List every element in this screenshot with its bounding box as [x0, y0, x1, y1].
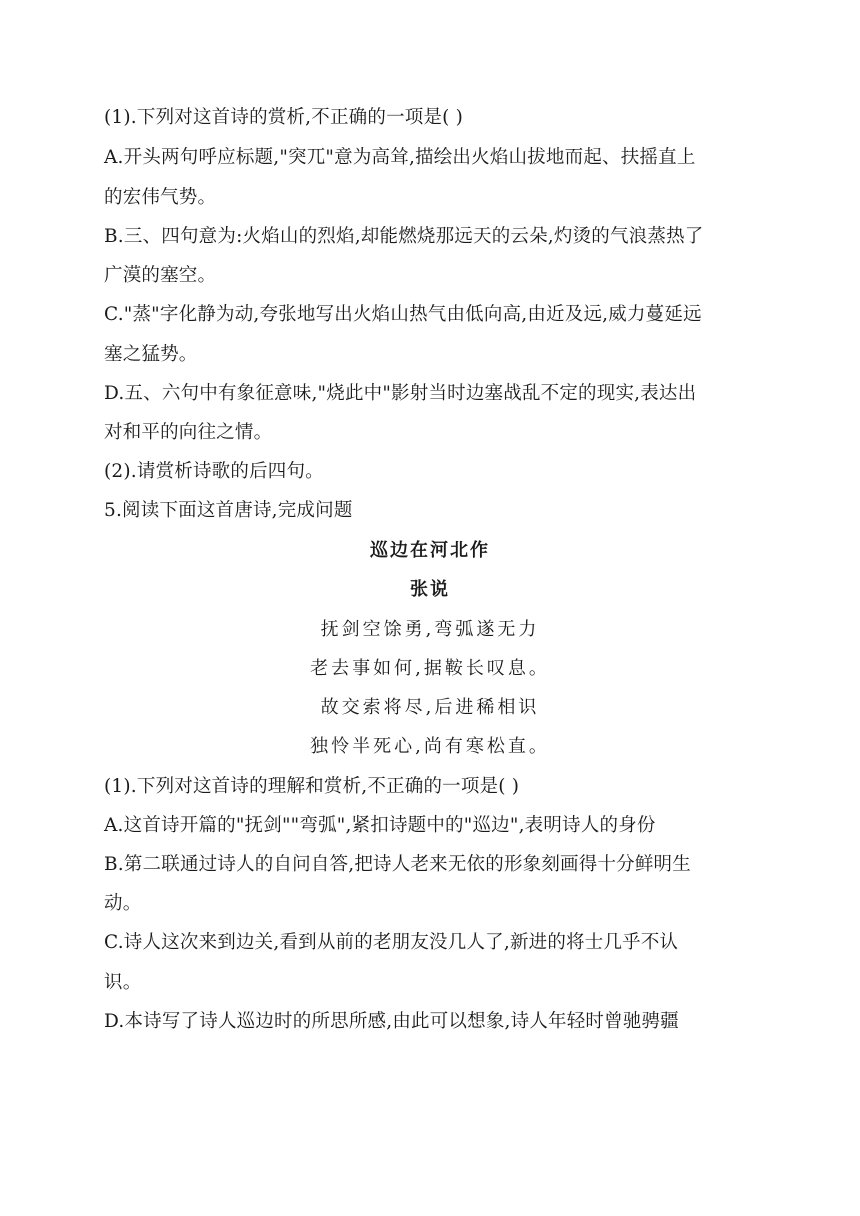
q5-option-a-line1: A.这首诗开篇的"抚剑""弯弧",紧扣诗题中的"巡边",表明诗人的身份: [104, 815, 656, 836]
q4-option-c-line1: C."蒸"字化静为动,夸张地写出火焰山热气由低向高,由近及远,威力蔓延远: [104, 304, 702, 325]
q4-option-b-line2: 广漠的塞空。: [104, 265, 217, 286]
poem-line-4: 独怜半死心,尚有寒松直。: [310, 736, 550, 757]
q5-instruction: 5.阅读下面这首唐诗,完成问题: [104, 500, 353, 521]
q4-option-c-line2: 塞之猛势。: [104, 344, 198, 365]
poem-line-3: 故交索将尽,后进稀相识: [320, 697, 540, 718]
poem-title: 巡边在河北作: [370, 540, 490, 561]
q4-sub1-stem: (1).下列对这首诗的赏析,不正确的一项是( ): [104, 107, 464, 128]
q5-option-b-line2: 动。: [104, 893, 142, 914]
q5-sub1-stem: (1).下列对这首诗的理解和赏析,不正确的一项是( ): [104, 776, 520, 797]
q4-option-d-line1: D.五、六句中有象征意味,"烧此中"影射当时边塞战乱不定的现实,表达出: [104, 383, 697, 404]
q4-sub2-stem: (2).请赏析诗歌的后四句。: [104, 461, 324, 482]
q4-option-a-line1: A.开头两句呼应标题,"突兀"意为高耸,描绘出火焰山拔地而起、扶摇直上: [104, 147, 696, 168]
q4-option-a-line2: 的宏伟气势。: [104, 187, 217, 208]
q5-option-b-line1: B.第二联通过诗人的自问自答,把诗人老来无依的形象刻画得十分鲜明生: [104, 854, 691, 875]
poem-author: 张说: [410, 579, 450, 600]
q4-option-d-line2: 对和平的向往之情。: [104, 422, 273, 443]
poem-line-2: 老去事如何,据鞍长叹息。: [310, 658, 550, 679]
q4-option-b-line1: B.三、四句意为:火焰山的烈焰,却能燃烧那远天的云朵,灼烫的气浪蒸热了: [104, 226, 704, 247]
poem-line-1: 抚剑空馀勇,弯弧遂无力: [320, 619, 540, 640]
q5-option-c-line2: 识。: [104, 972, 142, 993]
q5-option-c-line1: C.诗人这次来到边关,看到从前的老朋友没几人了,新进的将士几乎不认: [104, 932, 679, 953]
q5-option-d-line1: D.本诗写了诗人巡边时的所思所感,由此可以想象,诗人年轻时曾驰骋疆: [104, 1011, 679, 1032]
